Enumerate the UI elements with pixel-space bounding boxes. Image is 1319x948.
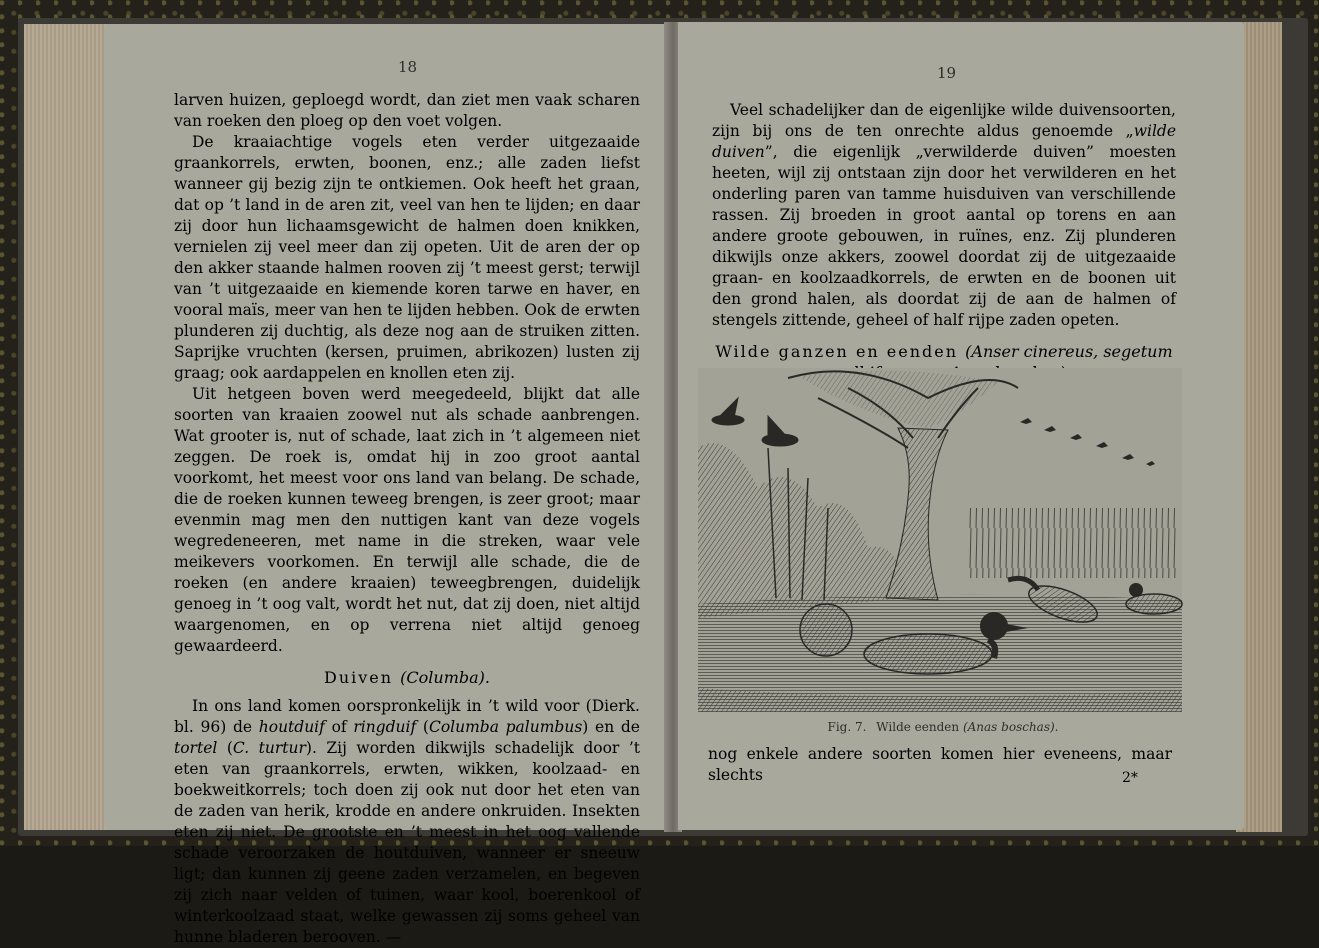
text-run: Veel schadelijker dan de eigenlijke wilde duivensoorten, zijn bij ons de ten onrechte aldus genoemde „ xyxy=(712,101,1176,140)
text-run: of xyxy=(324,718,354,736)
left-page-text xyxy=(174,90,640,948)
italic-run: C. turtur xyxy=(232,739,306,757)
italic-run: ringduif xyxy=(353,718,417,736)
engraving-svg xyxy=(698,368,1182,712)
heading-latin: (Anser cinereus, segetum xyxy=(965,342,1173,361)
paragraph xyxy=(174,696,640,948)
paragraph: nog enkele andere soorten komen hier eveneens, maar slechts xyxy=(708,745,1172,784)
left-page-stack xyxy=(24,24,114,830)
left-page-number: 18 xyxy=(398,58,418,76)
heading-title: Duiven xyxy=(324,668,394,687)
right-page-number: 19 xyxy=(937,64,957,82)
italic-run: Columba palumbus xyxy=(428,718,583,736)
text-run: In ons land komen oorspronkelijk in ’t wild voor (Dierk. bl. 96) de xyxy=(174,697,640,736)
section-heading-duiven xyxy=(174,667,640,688)
paragraph: De kraaiachtige vogels eten verder uitgezaaide graankorrels, erwten, boonen, enz.; alle zaden liefst wanneer gij bezig zijn te ontkiemen. Ook heeft het graan, dat op ’t land in de aren zit, veel van hen te lijden; en daar zij door hun lichaamsgewicht de halmen doen knikken, vernielen zij veel meer dan zij opeten. Uit de aren der op den akker staande halmen rooven zij ’t meest gerst; terwijl van ’t uitgezaaide en kiemende koren tarwe en haver, en vooral maïs, meer van hen te lijden hebben. Ook de erwten plunderen zij duchtig, als deze nog aan de struiken zitten. Saprijke vruchten (kersen, pruimen, abrikozen) lusten zij graag; ook aardappelen en knollen eten zij. xyxy=(174,133,640,382)
figure-caption xyxy=(720,720,1160,734)
paragraph xyxy=(712,100,1176,331)
caption-latin: (Anas boschas). xyxy=(962,720,1059,734)
paragraph: larven huizen, geploegd wordt, dan ziet men vaak scharen van roeken den ploeg op den voet volgen. xyxy=(174,91,640,130)
italic-run: houtduif xyxy=(258,718,325,736)
text-run: ). Zij worden dikwijls schadelijk door ’t eten van graankorrels, erwten, wikken, koolzaad- en boekweitkorrels; toch doen zij ook nut door het eten van de zaden van herik, krodde en andere onkruiden. Insekten eten zij niet. De grootste en ’t meest in het oog vallende schade veroorzaken de houtduiven, wanneer er sneeuw ligt; dan kunnen zij geene zaden verzamelen, en begeven zij zich naar velden of tuinen, waar kool, boerenkool of winterkoolzaad staat, welke gewassen zij soms geheel van hunne bladeren berooven. — xyxy=(174,739,640,946)
duck-engraving-illustration xyxy=(698,368,1182,712)
heading-title: Wilde ganzen en eenden xyxy=(715,342,959,361)
text-run: ( xyxy=(416,718,429,736)
caption-label: Fig. 7. xyxy=(827,720,867,734)
heading-latin: (Columba). xyxy=(400,668,490,687)
caption-text: Wilde eenden xyxy=(876,720,960,734)
paragraph: Uit hetgeen boven werd meegedeeld, blijkt dat alle soorten van kraaien zoowel nut als schade aanbrengen. Wat grooter is, nut of schade, laat zich in ’t algemeen niet zeggen. De roek is, omdat hij in zoo groot aantal voorkomt, het meest voor ons land van belang. De schade, die de roeken kunnen teweeg brengen, is zeer groot; maar evenmin mag men den nuttigen kant van deze vogels wegredeneeren, met name in die streken, waar vele meikevers voorkomen. En terwijl alle schade, die de roeken (en andere kraaien) teweegbrengen, duidelijk genoeg in ’t oog valt, wordt het nut, dat zij doen, niet altijd waargenomen, en op verrena niet altijd genoeg gewaardeerd. xyxy=(174,385,640,655)
italic-run: wilde duiven xyxy=(712,122,1176,161)
text-run: ”, die eigenlijk „verwilderde duiven” moesten heeten, wijl zij ontstaan zijn door het verwilderen en het onderling paren van tamme huisduiven van verschillende rassen. Zij broeden in groot aantal op torens en aan andere groote gebouwen, in ruïnes, enz. Zij plunderen dikwijls onze akkers, zoowel doordat zij de uitgezaaide graan- en koolzaadkorrels, de erwten en de boonen uit den grond halen, als doordat zij de aan de halmen of stengels zittende, geheel of half rijpe zaden opeten. xyxy=(712,143,1176,329)
italic-run: tortel xyxy=(174,739,218,757)
signature-mark: 2* xyxy=(1122,770,1138,786)
right-page-bottom-text xyxy=(708,744,1172,786)
text-run: ( xyxy=(217,739,233,757)
text-run: ) en de xyxy=(582,718,640,736)
